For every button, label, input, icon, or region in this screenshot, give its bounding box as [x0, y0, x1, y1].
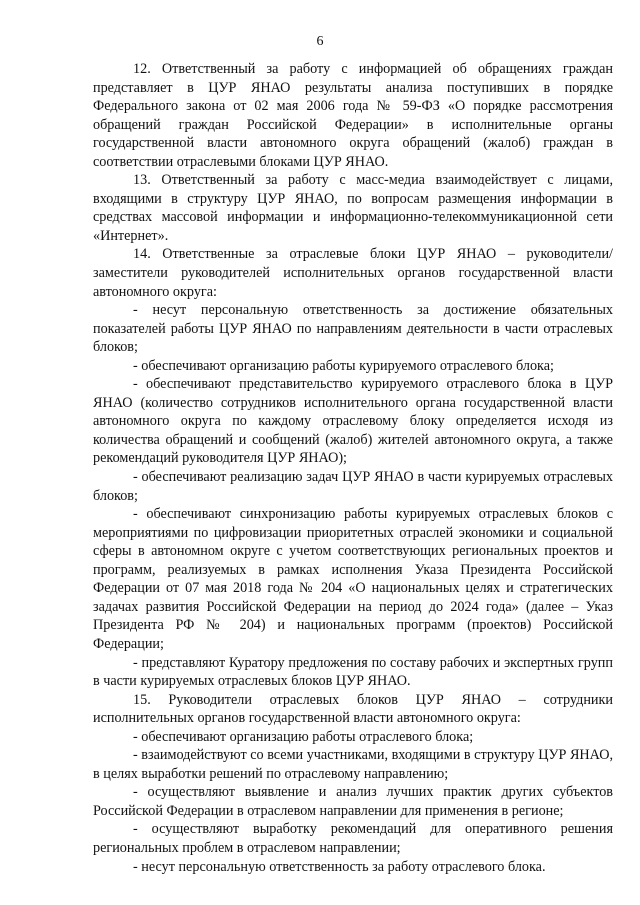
list-item: - представляют Куратору предложения по составу рабочих и экспертных групп в части курируемых отраслевых блоков ЦУР ЯНАО.	[93, 654, 613, 690]
list-item: - обеспечивают представительство курируемого отраслевого блока в ЦУР ЯНАО (количество сотрудников исполнительного органа государственной власти автономного округа по каждому отраслевому блоку определяется исходя из количества обращений и сообщений (жалоб) жителей автономного округа, а также рекомендаций руководителя ЦУР ЯНАО);	[93, 376, 613, 467]
paragraph-14: 14. Ответственные за отраслевые блоки ЦУР ЯНАО – руководители/заместители руководителей исполнительных органов государственной власти автономного округа:	[93, 246, 613, 300]
page-number: 6	[316, 34, 324, 49]
list-item: - обеспечивают организацию работы курируемого отраслевого блока;	[133, 357, 554, 374]
list-item: - обеспечивают организацию работы отраслевого блока;	[133, 728, 474, 745]
paragraph-15: 15. Руководители отраслевых блоков ЦУР ЯНАО – сотрудники исполнительных органов государственной власти автономного округа:	[93, 691, 613, 727]
list-item: - несут персональную ответственность за работу отраслевого блока.	[133, 858, 546, 875]
list-item: - взаимодействуют со всеми участниками, входящими в структуру ЦУР ЯНАО, в целях выработки решений по отраслевому направлению;	[93, 747, 613, 782]
list-item: - обеспечивают реализацию задач ЦУР ЯНАО в части курируемых отраслевых блоков;	[93, 469, 613, 504]
list-item: - осуществляют выявление и анализ лучших практик других субъектов Российской Федерации в отраслевом направлении для применения в регионе;	[93, 784, 613, 819]
paragraph-13: 13. Ответственный за работу с масс-медиа взаимодействует с лицами, входящими в структуру ЦУР ЯНАО, по вопросам размещения информации в средствах массовой информации и информационно-телекоммуникационной сети «Интернет».	[93, 172, 613, 244]
list-item: - обеспечивают синхронизацию работы курируемых отраслевых блоков с мероприятиями по цифровизации приоритетных отраслей экономики и социальной сферы в автономном округе с учетом соответствующих региональных проектов и программ, реализуемых в рамках исполнения Указа Президента Российской Федерации от 07 мая 2018 года № 204 «О национальных целях и стратегических задачах развития Российской Федерации на период до 2024 года» (далее – Указ Президента РФ № 204) и национальных программ (проектов) Российской Федерации;	[93, 506, 613, 652]
list-item: - несут персональную ответственность за достижение обязательных показателей работы ЦУР ЯНАО по направлениям деятельности в части отраслевых блоков;	[93, 302, 613, 356]
document-body	[93, 60, 613, 876]
paragraph-12: 12. Ответственный за работу с информацией об обращениях граждан представляет в ЦУР ЯНАО результаты анализа поступивших в порядке Федерального закона от 02 мая 2006 года № 59-ФЗ «О порядке рассмотрения обращений граждан Российской Федерации» в исполнительные органы государственной власти автономного округа обращений (жалоб) граждан в соответствии отраслевыми блоками ЦУР ЯНАО.	[93, 61, 613, 170]
list-item: - осуществляют выработку рекомендаций для оперативного решения региональных проблем в отраслевом направлении;	[93, 821, 613, 856]
